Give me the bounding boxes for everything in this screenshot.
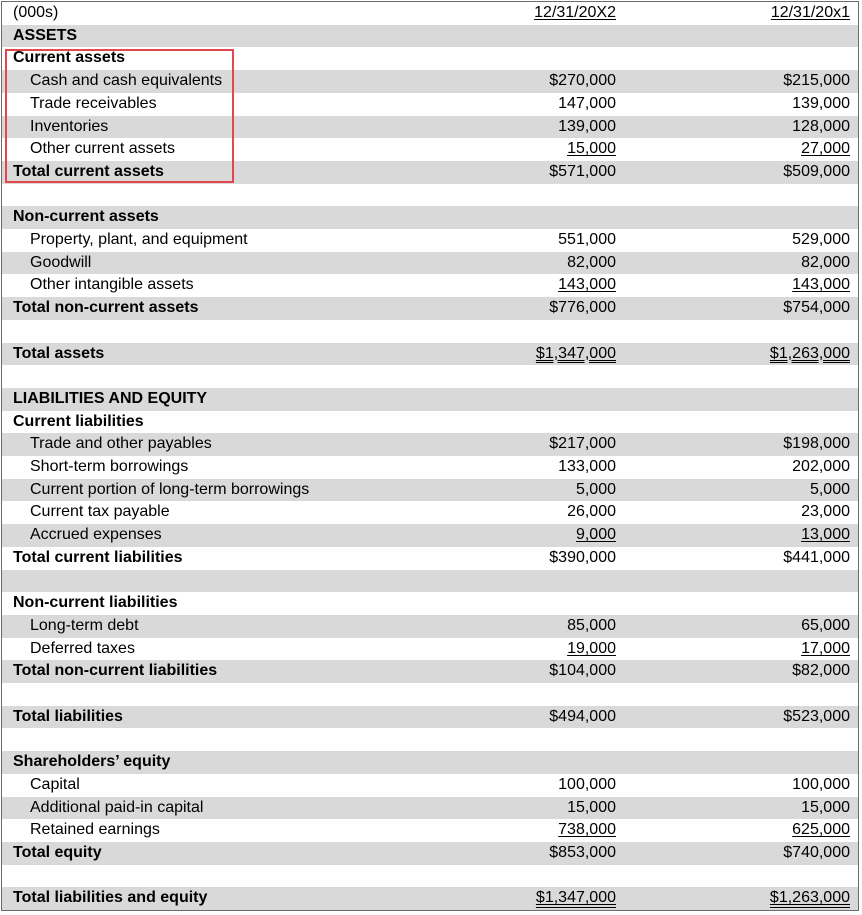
line-item-label: Current assets: [13, 49, 126, 67]
line-item-label: Non-current assets: [13, 208, 159, 226]
value-20x2: 19,000: [567, 639, 616, 657]
row-assets: [2, 25, 858, 48]
value-20x1: 23,000: [801, 503, 850, 521]
line-item-label: Shareholders’ equity: [13, 753, 171, 771]
value-20x1: 625,000: [792, 821, 850, 839]
value-20x2: 147,000: [558, 94, 616, 112]
value-20x1: $740,000: [783, 843, 850, 861]
line-item-label: Total liabilities and equity: [13, 889, 208, 907]
line-item-label: Long-term debt: [30, 616, 139, 634]
line-item-label: LIABILITIES AND EQUITY: [13, 389, 208, 407]
value-20x1: $441,000: [783, 548, 850, 566]
value-20x1: 82,000: [801, 253, 850, 271]
row-short-term-borrowings: [2, 456, 858, 479]
line-item-label: Total current liabilities: [13, 548, 183, 566]
value-20x2: 26,000: [567, 503, 616, 521]
value-20x1: 529,000: [792, 231, 850, 248]
line-item-label: Additional paid-in capital: [30, 798, 204, 816]
value-20x2: $571,000: [549, 162, 616, 180]
row-capital: [2, 774, 858, 797]
row-goodwill: [2, 252, 858, 275]
line-item-label: Accrued expenses: [30, 526, 162, 544]
row-current-tax-payable: [2, 501, 858, 524]
row-shareholders-equity: [2, 751, 858, 774]
line-item-label: Cash and cash equivalents: [30, 72, 223, 90]
value-20x1: 17,000: [801, 639, 850, 657]
row-total-assets: [2, 343, 858, 366]
value-20x1: 128,000: [792, 117, 850, 135]
row-total-liabilities: [2, 706, 858, 729]
line-item-label: Other intangible assets: [30, 276, 194, 294]
value-20x1: 15,000: [801, 798, 850, 816]
value-20x2: $217,000: [549, 435, 616, 453]
value-20x2: 15,000: [567, 798, 616, 816]
line-item-label: Total liabilities: [13, 707, 123, 725]
row-total-non-current-assets: [2, 297, 858, 320]
value-20x1: 65,000: [801, 616, 850, 634]
value-20x2: $270,000: [549, 72, 616, 90]
row-total-liabilities-and-equity: [2, 887, 858, 910]
value-20x1: 13,000: [801, 526, 850, 544]
value-20x2: 143,000: [558, 276, 616, 294]
row-accrued-expenses: [2, 524, 858, 547]
row-total-equity: [2, 842, 858, 865]
value-20x2: $853,000: [549, 843, 616, 861]
value-20x2: 100,000: [558, 775, 616, 793]
line-item-label: Current portion of long-term borrowings: [30, 480, 310, 498]
header-row: [2, 2, 858, 25]
line-item-label: Non-current liabilities: [13, 594, 178, 612]
value-20x2: $104,000: [549, 662, 616, 680]
row-total-current-liabilities: [2, 547, 858, 570]
line-item-label: Total equity: [13, 843, 102, 861]
value-20x2: $390,000: [549, 548, 616, 566]
value-20x1: $523,000: [783, 707, 850, 725]
line-item-label: Property, plant, and equipment: [30, 231, 248, 248]
balance-sheet: [1, 1, 859, 911]
row-current-liabilities: [2, 411, 858, 434]
value-20x1: 143,000: [792, 276, 850, 294]
row-long-term-debt: [2, 615, 858, 638]
row-deferred-taxes: [2, 638, 858, 661]
units-label: (000s): [13, 4, 59, 21]
value-20x2: $1,347,000: [535, 889, 616, 907]
value-20x2: $1,347,000: [535, 344, 616, 362]
line-item-label: Total current assets: [13, 162, 164, 180]
value-20x2: $494,000: [549, 707, 616, 725]
row-other-current-assets: [2, 138, 858, 161]
line-item-label: Total assets: [13, 344, 105, 362]
value-20x2: 82,000: [567, 253, 616, 271]
row-current-portion-of-long-term-borrowings: [2, 479, 858, 502]
value-20x2: 133,000: [558, 458, 616, 475]
value-20x1: $1,263,000: [769, 344, 850, 362]
value-20x2: 5,000: [575, 480, 616, 498]
line-item-label: Current tax payable: [30, 503, 170, 521]
value-20x2: 15,000: [567, 140, 616, 158]
row-cash-and-cash-equivalents: [2, 70, 858, 93]
value-20x1: $754,000: [783, 299, 850, 317]
spacer-row: [2, 365, 858, 388]
value-20x2: 139,000: [558, 117, 616, 135]
row-current-assets: [2, 47, 858, 70]
line-item-label: Other current assets: [30, 140, 175, 158]
value-20x1: $215,000: [783, 72, 850, 90]
value-20x1: 202,000: [792, 458, 850, 475]
row-trade-receivables: [2, 93, 858, 116]
value-20x1: 27,000: [801, 140, 850, 158]
row-non-current-liabilities: [2, 592, 858, 615]
value-20x1: $198,000: [783, 435, 850, 453]
spacer-row: [2, 865, 858, 888]
value-20x1: 5,000: [809, 480, 850, 498]
line-item-label: Trade and other payables: [30, 435, 212, 453]
spacer-row: [2, 184, 858, 207]
line-item-label: Inventories: [30, 117, 109, 135]
spacer-row: [2, 728, 858, 751]
value-20x1: 139,000: [792, 94, 850, 112]
row-additional-paid-in-capital: [2, 797, 858, 820]
line-item-label: Short-term borrowings: [30, 458, 189, 475]
value-20x1: $1,263,000: [769, 889, 850, 907]
row-total-current-assets: [2, 161, 858, 184]
row-retained-earnings: [2, 819, 858, 842]
spacer-row: [2, 320, 858, 343]
value-20x2: 551,000: [558, 231, 616, 248]
row-property-plant-and-equipment: [2, 229, 858, 252]
row-non-current-assets: [2, 206, 858, 229]
row-liabilities-and-equity: [2, 388, 858, 411]
row-inventories: [2, 116, 858, 139]
line-item-label: Capital: [30, 775, 80, 793]
column-header-20x1: 12/31/20x1: [770, 4, 850, 21]
row-total-non-current-liabilities: [2, 660, 858, 683]
line-item-label: Current liabilities: [13, 412, 144, 430]
row-other-intangible-assets: [2, 274, 858, 297]
spacer-row: [2, 683, 858, 706]
line-item-label: Goodwill: [30, 253, 92, 271]
spacer-row: [2, 570, 858, 593]
value-20x2: 9,000: [575, 526, 616, 544]
column-header-20x2: 12/31/20X2: [534, 4, 616, 21]
line-item-label: Total non-current liabilities: [13, 662, 218, 680]
value-20x1: 100,000: [792, 775, 850, 793]
line-item-label: Retained earnings: [30, 821, 160, 839]
value-20x2: 85,000: [567, 616, 616, 634]
line-item-label: Total non-current assets: [13, 299, 199, 317]
line-item-label: Deferred taxes: [30, 639, 135, 657]
value-20x1: $82,000: [792, 662, 850, 680]
value-20x2: 738,000: [558, 821, 616, 839]
row-trade-and-other-payables: [2, 433, 858, 456]
value-20x2: $776,000: [549, 299, 616, 317]
value-20x1: $509,000: [783, 162, 850, 180]
line-item-label: ASSETS: [13, 26, 78, 44]
line-item-label: Trade receivables: [30, 94, 157, 112]
